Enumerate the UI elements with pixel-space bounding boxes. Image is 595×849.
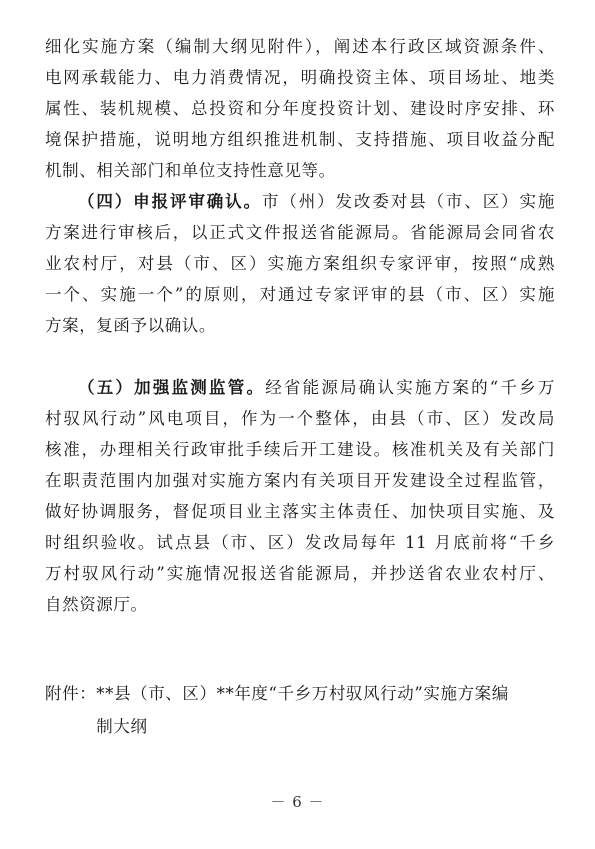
paragraph-body [45,186,555,341]
text-line: 万村驭风行动”实施情况报送省能源局，并抄送省农业农村厅、 [45,564,555,583]
paragraph-monitoring [45,372,555,620]
paragraph-plan-detail [45,31,555,186]
text-line: 方案进行审核后，以正式文件报送省能源局。省能源局会同省农 [45,223,555,242]
text-line: 境保护措施，说明地方组织推进机制、支持措施、项目收益分配 [45,130,555,149]
text-line: 村驭风行动”风电项目，作为一个整体，由县（市、区）发改局 [45,409,555,428]
text-run: 市（州）发改委对县（市、区）实施 [261,192,556,211]
text-line: 时组织验收。试点县（市、区）发改局每年 11 月底前将“千乡 [45,533,555,552]
text-line: 机制、相关部门和单位支持性意见等。 [45,161,336,180]
text-line: 做好协调服务，督促项目业主落实主体责任、加快项目实施、及 [45,502,555,521]
section-heading: （四）申报评审确认。 [78,192,262,211]
paragraph-review-confirm [45,186,555,341]
text-line: 核准，办理相关行政审批手续后开工建设。核准机关及有关部门 [45,440,555,459]
attachment-note [45,677,560,743]
page-number: － 6 － [270,793,325,811]
text-line: 细化实施方案（编制大纲见附件），阐述本行政区域资源条件、 [45,37,555,56]
text-line: 属性、装机规模、总投资和分年度投资计划、建设时序安排、环 [45,99,555,118]
text-line: 自然资源厅。 [45,595,148,614]
text-line: 方案，复函予以确认。 [45,316,216,335]
paragraph-body [45,31,555,186]
text-line: 业农村厅，对县（市、区）实施方案组织专家评审，按照“成熟 [45,254,555,273]
text-line: 在职责范围内加强对实施方案内有关项目开发建设全过程监管， [45,471,555,490]
attachment-line: 制大纲 [45,717,148,736]
text-line [45,372,555,403]
text-run: 经省能源局确认实施方案的“千乡万 [265,378,555,397]
attachment-line: 附件：**县（市、区）**年度“千乡万村驭风行动”实施方案编 [45,684,509,703]
text-line [45,186,555,217]
text-line: 电网承载能力、电力消费情况，明确投资主体、项目场址、地类 [45,68,555,87]
text-line: 一个、实施一个”的原则，对通过专家评审的县（市、区）实施 [45,285,555,304]
paragraph-body [45,372,555,620]
section-heading: （五）加强监测监管。 [78,378,266,397]
